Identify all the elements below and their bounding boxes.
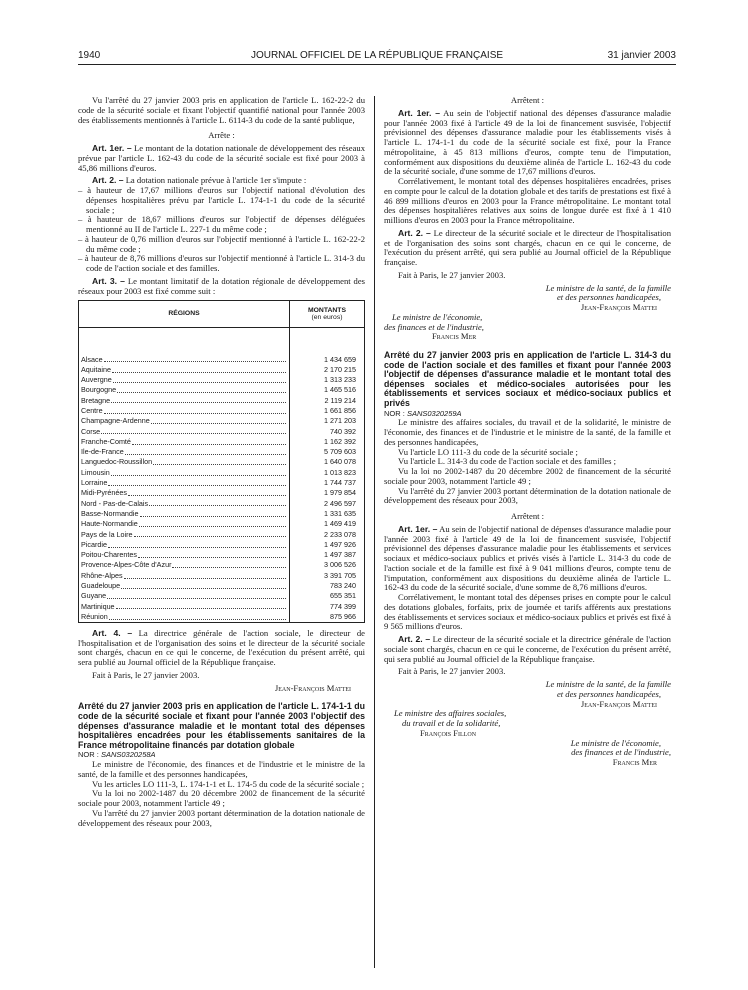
- left-column: [78, 96, 365, 828]
- dot-leader: [132, 444, 286, 445]
- region-name: Franche-Comté: [81, 436, 131, 446]
- dot-leader: [104, 361, 286, 362]
- signature-name: Francis Mer: [612, 757, 657, 768]
- region-amount: 774 399: [330, 601, 356, 611]
- article-label: Art. 3. –: [92, 275, 125, 286]
- visa-paragraph: Vu l'arrêté du 27 janvier 2003 portant détermination de la dotation nationale de développement des réseaux pour 2003,: [78, 807, 365, 828]
- table-row: [79, 426, 365, 436]
- region-amount: 1 497 926: [324, 539, 356, 549]
- signature-role: et des personnes handicapées,: [556, 688, 661, 699]
- region-amount: 3 006 526: [324, 560, 356, 570]
- signature-role: des finances et de l'industrie,: [384, 321, 484, 332]
- ministers-intro: Le ministre des affaires sociales, du travail et de la solidarité, le ministre de l'économie, des finances et de l'industrie et le ministre de la santé, de la famille et des personnes handicapées,: [384, 417, 671, 447]
- article-label: Art. 2. –: [398, 227, 431, 238]
- table-row: [79, 540, 365, 550]
- article-text: Le directeur de la sécurité sociale et la directrice générale de l'action sociale sont chargés, chacun en ce qui le concerne, de l'exécution du présent arrêté, qui sera publié au Journal officiel de la République française.: [384, 634, 671, 664]
- arrete-heading: Arrête :: [208, 130, 235, 141]
- article-label: Art. 1er. –: [398, 523, 438, 534]
- list-item: – à hauteur de 8,76 millions d'euros sur l'objectif mentionné à l'article L. 314-3 du code de l'action sociale et des familles.: [78, 253, 365, 273]
- region-name: Languedoc-Roussillon: [81, 457, 153, 467]
- article-2: [384, 635, 671, 664]
- region-name: Limousin: [81, 467, 110, 477]
- dot-leader: [140, 516, 286, 517]
- table-row: [79, 385, 365, 395]
- article-text: Le montant limitatif de la dotation régionale de développement des réseaux pour 2003 est fixé comme suit :: [78, 275, 366, 296]
- signature-name: Jean-François Mattei: [274, 682, 351, 693]
- list-item: – à hauteur de 18,67 millions d'euros sur l'objectif de dépenses déléguées mentionné au II de l'article L. 227-1 du même code ;: [78, 214, 365, 234]
- dot-leader: [124, 578, 286, 579]
- dot-leader: [109, 619, 286, 620]
- article-label: Art. 1er. –: [92, 143, 132, 153]
- region-amount: 740 392: [330, 426, 356, 436]
- region-name: Lorraine: [81, 478, 108, 488]
- article-text: Au sein de l'objectif national des dépenses d'assurance maladie pour l'année 2003 fixé à l'article 49 de la loi de financement susvisée, l'objectif prévisionnel des dépenses d'assurance maladie pour les établissements visés à l'article L. 174-1-1 du code de la sécurité sociale est fixé, pour la France métropolitaine, à 45 813 millions d'euros, compte tenu de l'imputation, conformément aux dispositions du deuxième alinéa de l'article L. 162-43 du code de la sécurité sociale, d'une somme de 17,67 millions d'euros.: [384, 107, 671, 177]
- region-name: Pays de la Loire: [81, 529, 133, 539]
- table-row: [79, 354, 365, 364]
- region-amount: 2 170 215: [324, 364, 356, 374]
- signature-role: Le ministre des affaires sociales,: [394, 708, 507, 719]
- signature-name: Jean-François Mattei: [580, 302, 657, 312]
- article-text: Le montant de la dotation nationale de développement des réseaux prévue par l'article L. 162-43 du code de la sécurité sociale est fixé pour 2003 à 45,86 millions d'euros.: [78, 143, 365, 173]
- header-rule: [78, 64, 676, 65]
- region-amount: 5 709 603: [324, 447, 356, 457]
- column-header-amounts: MONTANTS (en euros): [290, 301, 365, 328]
- region-amount: 1 313 233: [324, 375, 356, 385]
- region-name: Poitou-Charentes: [81, 550, 137, 560]
- signature-role: du travail et de la solidarité,: [402, 718, 501, 729]
- region-amount: 2 119 214: [324, 395, 356, 405]
- nor-reference: NOR : SANS0320258A: [78, 750, 156, 760]
- article-paragraph: Corrélativement, le montant total des dépenses prises en compte pour le calcul des dotations globales, forfaits, prix de journée et tarifs afférents aux prestations des établissements et services sociaux et médico-sociaux publics et privés est fixé à 9 565 millions d'euros.: [384, 592, 671, 632]
- visa-paragraph: Vu la loi no 2002-1487 du 20 décembre 2002 de financement de la sécurité sociale pour 2003, notamment l'article 49 ;: [384, 466, 671, 486]
- dot-leader: [149, 505, 286, 506]
- decree-title: Arrêté du 27 janvier 2003 pris en application de l'article L. 314-3 du code de l'action sociale et des familles et fixant pour l'année 2003 l'objectif de dépenses d'assurance maladie et le montant total des dépenses sociales et médico-sociales autorisées pour les établissements et services sociaux et médico-sociaux publics et privés: [384, 350, 671, 408]
- dot-leader: [107, 598, 286, 599]
- region-name: Ile-de-France: [81, 447, 124, 457]
- article-text: Au sein de l'objectif national de dépenses d'assurance maladie pour l'année 2003 fixé à l'article 49 de la loi de financement susvisée, l'objectif prévisionnel des dépenses d'assurance maladie pour les établissements et services sociaux et médico-sociaux publics et privés visés à l'article L. 314-3 du code de l'action sociale et de la famille est fixé à 9 041 millions d'euros, compte tenu de l'imputation, conformément aux dispositions du deuxième alinéa de l'article L. 162-43 du code de la sécurité sociale, d'une somme de 8,76 millions d'euros.: [384, 523, 672, 593]
- page-number: 1940: [78, 50, 101, 61]
- region-name: Réunion: [81, 611, 108, 621]
- region-amount: 1 271 203: [324, 416, 356, 426]
- dot-leader: [116, 608, 286, 609]
- fait-a-paris: Fait à Paris, le 27 janvier 2003.: [92, 669, 200, 680]
- regional-allocation-table: [78, 300, 365, 623]
- table-row: [79, 468, 365, 478]
- region-name: Guyane: [81, 591, 107, 601]
- column-header-regions: RÉGIONS: [79, 301, 290, 328]
- region-amount: 2 496 597: [324, 498, 356, 508]
- table-row: [79, 560, 365, 570]
- table-row: [79, 509, 365, 519]
- signature-role: et des personnes handicapées,: [556, 292, 661, 303]
- visa-paragraph: Vu la loi no 2002-1487 du 20 décembre 2002 de financement de la sécurité sociale pour 2003, notamment l'article 49 ;: [78, 788, 365, 809]
- table-row: [79, 488, 365, 498]
- region-amount: 2 233 078: [324, 529, 356, 539]
- page-header: [78, 50, 676, 64]
- region-amount: 1 469 419: [324, 519, 356, 529]
- region-amount: 1 979 854: [324, 488, 356, 498]
- table-row: [79, 519, 365, 529]
- table-row: [79, 498, 365, 508]
- nor-reference: NOR : SANS0320259A: [384, 408, 462, 418]
- signature-name: François Fillon: [420, 727, 477, 738]
- region-name: Aquitaine: [81, 364, 111, 374]
- visa-paragraph: Vu les articles LO 111-3, L. 174-1-1 et L. 174-5 du code de la sécurité sociale ;: [92, 778, 365, 789]
- region-amount: 875 966: [330, 611, 356, 621]
- table-row: [79, 437, 365, 447]
- article-text: La directrice générale de l'action sociale, le directeur de l'hospitalisation et de l'organisation des soins et le directeur de la sécurité sociale sont chargés, chacun en ce qui le concerne, de l'exécution du présent arrêté, qui sera publié au Journal officiel de la République française.: [78, 627, 365, 668]
- region-name: Haute-Normandie: [81, 519, 138, 529]
- region-name: Centre: [81, 406, 103, 415]
- table-row: [79, 570, 365, 580]
- region-amount: 1 640 078: [324, 457, 356, 467]
- article-label: Art. 2. –: [92, 175, 124, 186]
- region-amount: 655 351: [330, 591, 356, 601]
- signature-name: Jean-François Mattei: [580, 698, 657, 709]
- article-3: [78, 277, 365, 297]
- region-name: Rhône-Alpes: [81, 570, 123, 580]
- list-item: – à hauteur de 17,67 millions d'euros sur l'objectif national d'évolution des dépenses hospitalières prévu par l'article L. 174-1-1 du code de la sécurité sociale ;: [78, 185, 365, 215]
- article-2: [384, 229, 671, 268]
- region-name: Martinique: [81, 601, 115, 611]
- signature-name: Francis Mer: [432, 331, 477, 342]
- table-row: [79, 478, 365, 488]
- region-name: Guadeloupe: [81, 581, 121, 591]
- region-name: Nord - Pas-de-Calais: [81, 498, 149, 508]
- region-amount: 1 013 823: [324, 467, 356, 477]
- article-1: [384, 109, 671, 177]
- article-text: La dotation nationale prévue à l'article 1er s'impute :: [125, 175, 307, 186]
- region-amount: 1 331 635: [324, 508, 356, 518]
- dot-leader: [134, 536, 286, 537]
- arretent-heading: Arrêtent :: [510, 95, 545, 105]
- region-name: Bretagne: [81, 395, 111, 405]
- region-amount: 1 434 659: [324, 354, 356, 364]
- region-name: Bourgogne: [81, 385, 117, 395]
- article-paragraph: Corrélativement, le montant total des dépenses hospitalières encadrées, prises en compte pour le calcul de la dotation globale et des tarifs de prestations est fixé à 46 899 millions d'euros en 2003 pour la France métropolitaine. Le montant total des dépenses hospitalières relatives aux soins de longue durée est fixé à 1 410 millions d'euros en 2003 pour la France métropolitaine.: [384, 176, 671, 225]
- table-row: [79, 416, 365, 426]
- region-name: Midi-Pyrénées: [81, 488, 127, 498]
- article-4: [78, 629, 365, 668]
- dot-leader: [151, 423, 286, 424]
- right-column: [384, 96, 671, 768]
- signature-role: Le ministre de l'économie,: [392, 311, 483, 322]
- table-row: [79, 365, 365, 375]
- signature-role: des finances et de l'industrie,: [571, 747, 671, 758]
- dot-leader: [139, 526, 286, 527]
- region-name: Champagne-Ardenne: [81, 416, 150, 426]
- dot-leader: [111, 402, 286, 403]
- issue-date: 31 janvier 2003: [607, 50, 676, 61]
- dot-leader: [153, 464, 286, 465]
- signature-role: Le ministre de l'économie,: [570, 737, 661, 748]
- arretent-heading: Arrêtent :: [510, 511, 545, 522]
- article-text: Le directeur de la sécurité sociale et le directeur de l'hospitalisation et de l'organisation des soins sont chargés, chacun en ce qui le concerne, de l'exécution du présent arrêté, qui sera publié au Journal officiel de la République française.: [384, 227, 671, 267]
- dot-leader: [108, 547, 286, 548]
- dot-leader: [172, 567, 286, 568]
- visa-paragraph: Vu l'article L. 314-3 du code de l'action sociale et des familles ;: [398, 456, 617, 467]
- article-label: Art. 1er. –: [398, 107, 441, 118]
- dot-leader: [121, 588, 286, 589]
- region-amount: 1 661 856: [324, 406, 356, 415]
- dot-leader: [128, 495, 286, 496]
- region-name: Basse-Normandie: [81, 508, 139, 518]
- dot-leader: [108, 485, 286, 486]
- decree-title: Arrêté du 27 janvier 2003 pris en application de l'article L. 174-1-1 du code de la sécurité sociale et fixant pour l'année 2003 l'objectif des dépenses d'assurance maladie et le montant total des dépenses hospitalières encadrées pour les établissements sanitaires de la France métropolitaine financés par dotation globale: [78, 701, 365, 750]
- article-1: [384, 525, 671, 593]
- ministers-intro: Le ministre de l'économie, des finances et de l'industrie et le ministre de la santé, de la famille et des personnes handicapées,: [78, 759, 365, 779]
- dot-leader: [117, 392, 286, 393]
- table-row: [79, 550, 365, 560]
- table-row: [79, 395, 365, 405]
- fait-a-paris: Fait à Paris, le 27 janvier 2003.: [398, 666, 506, 677]
- table-row: [79, 612, 365, 623]
- region-name: Alsace: [81, 354, 103, 364]
- imputation-list: [78, 186, 365, 274]
- region-amount: 1 744 737: [324, 478, 356, 488]
- article-label: Art. 4. –: [92, 627, 133, 638]
- table-row: [79, 581, 365, 591]
- table-row: [79, 457, 365, 467]
- dot-leader: [112, 372, 286, 373]
- table-row: [79, 601, 365, 611]
- visa-paragraph: Vu l'article LO 111-3 du code de la sécurité sociale ;: [398, 446, 578, 457]
- region-amount: 1 162 392: [324, 436, 356, 446]
- dot-leader: [113, 382, 286, 383]
- table-row: [79, 447, 365, 457]
- signature-role: Le ministre de la santé, de la famille: [545, 679, 671, 690]
- journal-title: JOURNAL OFFICIEL DE LA RÉPUBLIQUE FRANÇAISE: [250, 50, 504, 61]
- article-1: [78, 144, 365, 173]
- dot-leader: [104, 413, 286, 414]
- region-amount: 3 391 705: [324, 570, 356, 580]
- table-row: [79, 529, 365, 539]
- table-row: [79, 406, 365, 416]
- region-name: Corse: [81, 426, 101, 436]
- dot-leader: [125, 454, 286, 455]
- table-row: [79, 591, 365, 601]
- fait-a-paris: Fait à Paris, le 27 janvier 2003.: [398, 269, 506, 280]
- column-divider: [374, 96, 375, 968]
- region-name: Provence-Alpes-Côte d'Azur: [81, 560, 172, 570]
- region-amount: 783 240: [330, 581, 356, 591]
- dot-leader: [111, 475, 286, 476]
- table-row: [79, 375, 365, 385]
- dot-leader: [138, 557, 286, 558]
- article-label: Art. 2. –: [398, 634, 431, 645]
- region-amount: 1 465 516: [324, 385, 356, 395]
- list-item: – à hauteur de 0,76 million d'euros sur l'objectif mentionné à l'article L. 162-22-2 du même code ;: [78, 233, 365, 254]
- region-name: Picardie: [81, 539, 107, 549]
- dot-leader: [101, 433, 286, 434]
- region-amount: 1 497 387: [324, 550, 356, 560]
- region-name: Auvergne: [81, 375, 112, 385]
- visa-paragraph: Vu l'arrêté du 27 janvier 2003 pris en application de l'article L. 162-22-2 du code de la sécurité sociale et fixant l'objectif quantifié national pour l'année 2003 des établissements mentionnés à l'article L. 6114-3 du code de la santé publique,: [78, 95, 365, 125]
- visa-paragraph: Vu l'arrêté du 27 janvier 2003 portant détermination de la dotation nationale de développement des réseaux pour 2003,: [384, 485, 671, 506]
- signature-role: Le ministre de la santé, de la famille: [545, 282, 671, 293]
